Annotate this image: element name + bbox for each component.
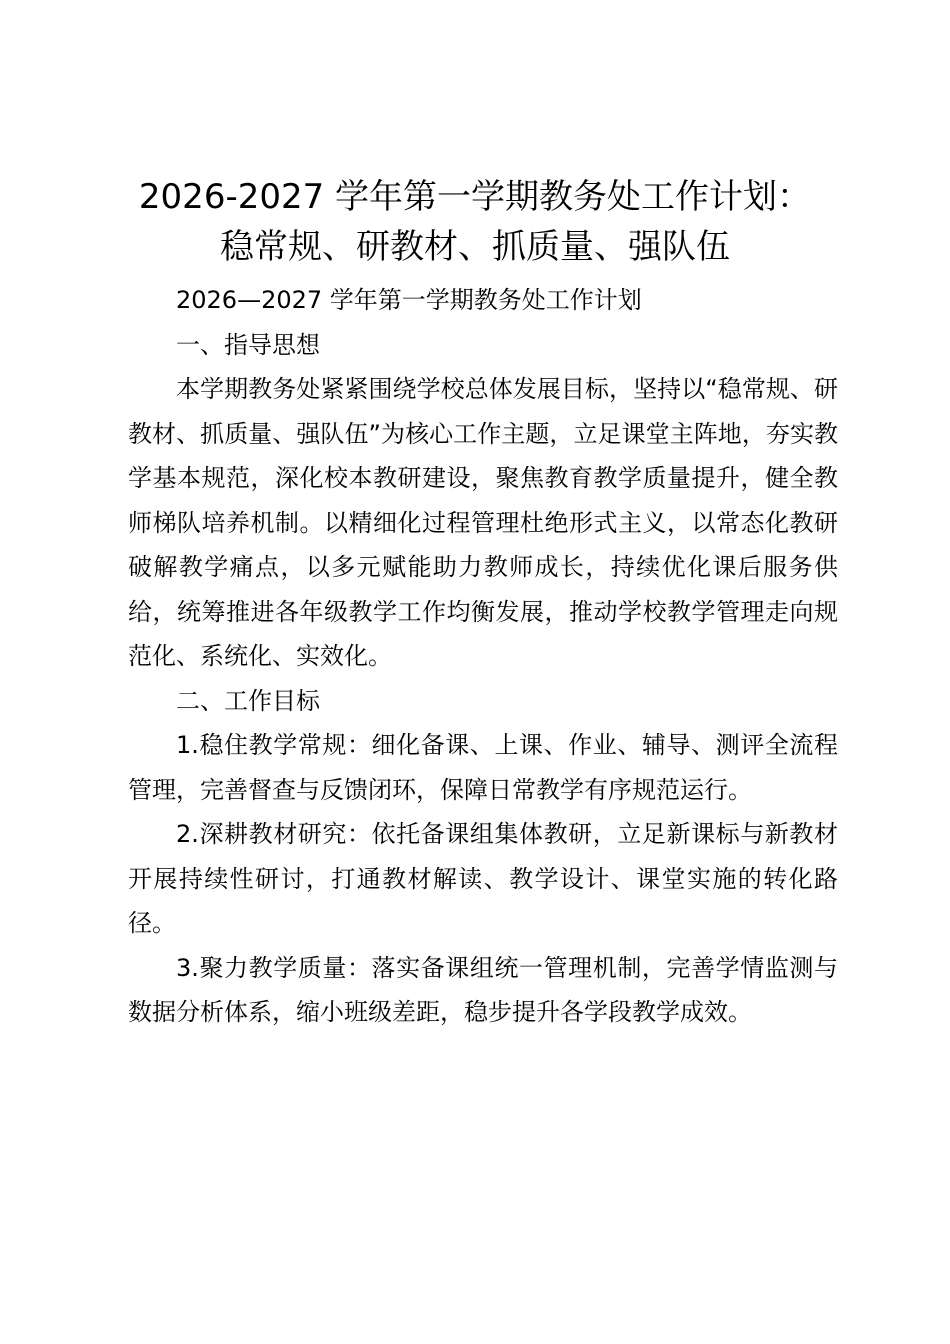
section-heading-work-goals: 二、工作目标: [176, 686, 320, 715]
paragraph-guiding-ideology: 本学期教务处紧紧围绕学校总体发展目标，坚持以“稳常规、研教材、抓质量、强队伍”为核心工作主题，立足课堂主阵地，夯实教学基本规范，深化校本教研建设，聚焦教育教学质量提升，健全教师梯队培养机制。以精细化过程管理杜绝形式主义，以常态化教研破解教学痛点，以多元赋能助力教师成长，持续优化课后服务供给，统筹推进各年级教学工作均衡发展，推动学校教学管理走向规范化、系统化、实效化。: [128, 375, 838, 670]
document-body: [128, 278, 838, 1035]
document-subtitle: 2026—2027 学年第一学期教务处工作计划: [176, 286, 642, 314]
goal-item-2: 2.深耕教材研究：依托备课组集体教研，立足新课标与新教材开展持续性研讨，打通教材解读、教学设计、课堂实施的转化路径。: [128, 820, 838, 937]
document-title: [100, 172, 850, 272]
goal-item-1: 1.稳住教学常规：细化备课、上课、作业、辅导、测评全流程管理，完善督查与反馈闭环，保障日常教学有序规范运行。: [128, 731, 838, 804]
goal-item-3: 3.聚力教学质量：落实备课组统一管理机制，完善学情监测与数据分析体系，缩小班级差距，稳步提升各学段教学成效。: [128, 953, 838, 1026]
section-heading-guiding-ideology: 一、指导思想: [176, 330, 320, 359]
title-line-1: 2026-2027 学年第一学期教务处工作计划：: [138, 177, 812, 217]
title-line-2: 稳常规、研教材、抓质量、强队伍: [220, 227, 730, 267]
